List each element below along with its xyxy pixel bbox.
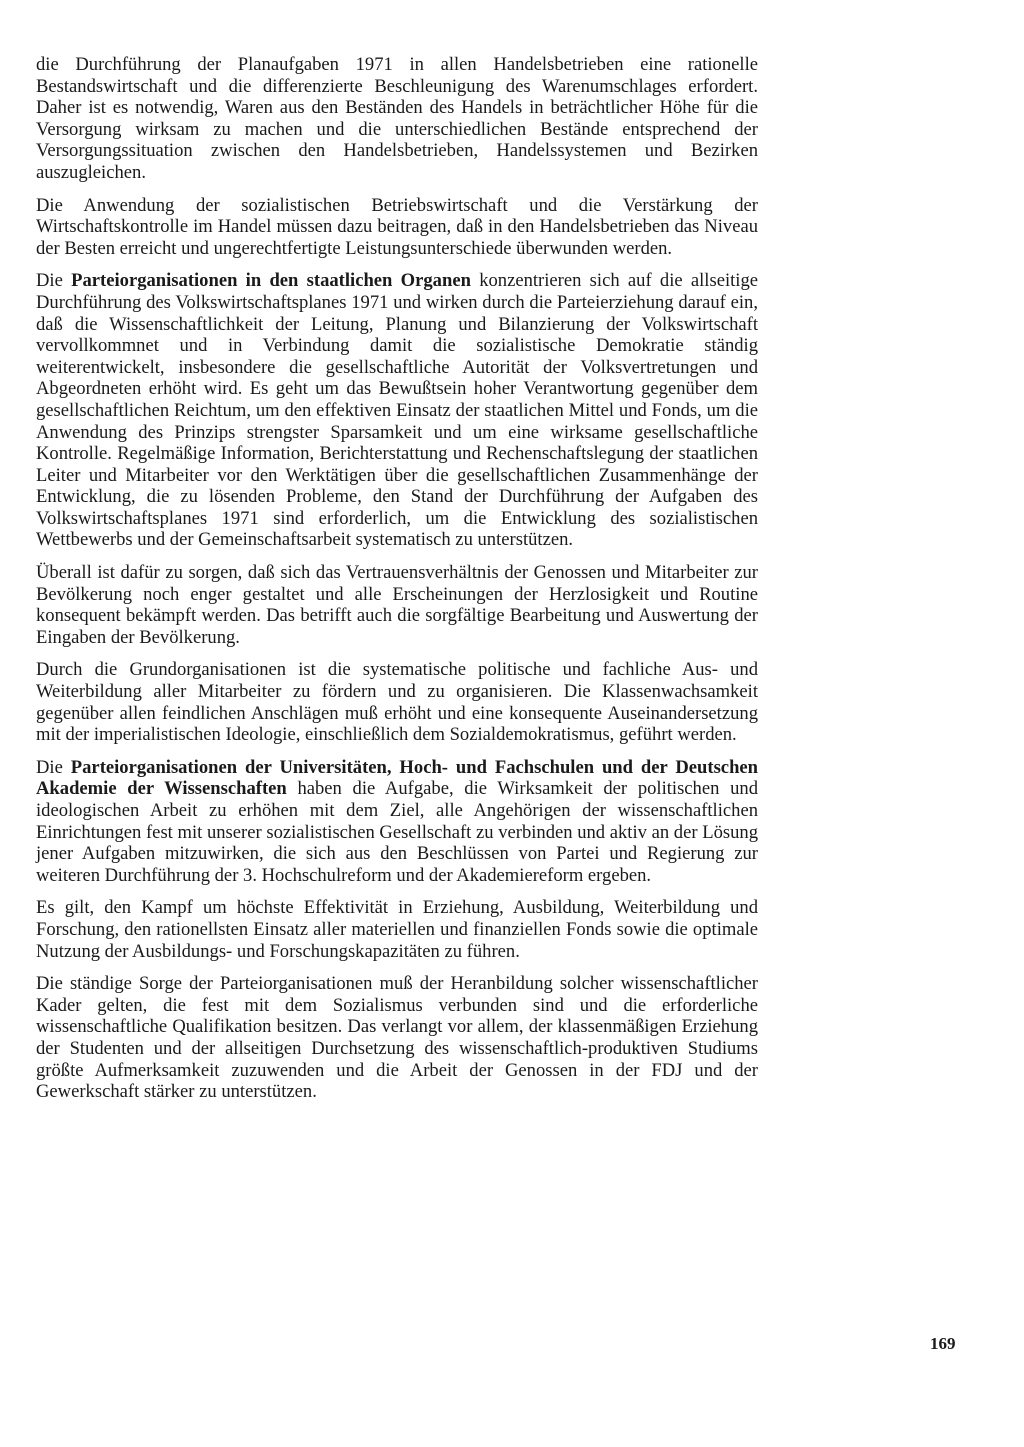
paragraph-7 [36,897,758,962]
paragraph-8-text: Die ständige Sorge der Parteiorganisationen muß der Heranbildung solcher wissenschaftlicher Kader gelten, die fest mit dem Sozialismus verbunden sind und die erforderliche wissenschaftliche Qualifikation besitzen. Das verlangt vor allem, der klassenmäßigen Erziehung der Studenten und der allseitigen Durchsetzung des wissenschaftlich-produktiven Studiums größte Aufmerksamkeit zuzuwenden und die Arbeit der Genossen in der FDJ und der Gewerkschaft stärker zu unterstützen. [36,973,758,1103]
paragraph-6-lead: Die [36,756,71,778]
paragraph-2 [36,195,758,260]
paragraph-3-text: konzentrieren sich auf die allseitige Durchführung des Volkswirtschaftsplanes 1971 und wirken durch die Parteierziehung darauf ein, daß die Wissenschaftlichkeit der Leitung, Planung und Bilanzierung der Volkswirtschaft vervollkommnet und in Verbindung damit die sozialistische Demokratie ständig weiterentwickelt, insbesondere die gesellschaftliche Autorität der Volksvertretungen und Abgeordneten erhöht wird. Es geht um das Bewußtsein hoher Verantwortung gegenüber dem gesellschaftlichen Reichtum, um den effektiven Einsatz der staatlichen Mittel und Fonds, um die Anwendung des Prinzips strengster Sparsamkeit und um eine wirksame gesellschaftliche Kontrolle. Regelmäßige Information, Berichterstattung und Rechenschaftslegung der staatlichen Leiter und Mitarbeiter vor den Werktätigen über die gesellschaftlichen Zusammenhänge der Entwicklung, die zu lösenden Probleme, den Stand der Durchführung der Aufgaben des Volkswirtschaftsplanes 1971 sind erforderlich, um die Entwicklung des sozialistischen Wettbewerbs und der Gemeinschaftsarbeit systematisch zu unterstützen. [36,270,759,551]
paragraph-4 [36,562,758,648]
page-number: 169 [930,1334,956,1353]
paragraph-6-emphasis: Parteiorganisationen der Universitäten, Hoch- und Fachschulen und der Deutschen Akademie der Wissenschaften [36,756,758,800]
paragraph-2-text: Die Anwendung der sozialistischen Betriebswirtschaft und die Verstärkung der Wirtschaftskontrolle im Handel müssen dazu beitragen, daß in den Handelsbetrieben das Niveau der Besten erreicht und ungerechtfertigte Leistungsunterschiede überwunden werden. [36,194,758,259]
paragraph-8 [36,973,758,1103]
body-text [36,54,758,1114]
paragraph-3-emphasis: Parteiorganisationen in den staatlichen Organen [71,270,471,292]
paragraph-3 [36,270,758,551]
paragraph-5-text: Durch die Grundorganisationen ist die systematische politische und fachliche Aus- und Weiterbildung aller Mitarbeiter zu fördern und zu organisieren. Die Klassenwachsamkeit gegenüber allen feindlichen Anschlägen muß erhöht und eine konsequente Auseinandersetzung mit der imperialistischen Ideologie, einschließlich dem Sozialdemokratismus, geführt werden. [36,659,758,746]
paragraph-1-text: die Durchführung der Planaufgaben 1971 in allen Handelsbetrieben eine rationelle Bestandswirtschaft und die differenzierte Beschleunigung des Warenumschlages erfordert. Daher ist es notwendig, Waren aus den Beständen des Handels in beträchtlicher Höhe für die Versorgung wirksam zu machen und die unterschiedlichen Bestände entsprechend der Versorgungssituation zwischen den Handelsbetrieben, Handelssystemen und Bezirken auszugleichen. [36,54,758,183]
paragraph-4-text: Überall ist dafür zu sorgen, daß sich das Vertrauensverhältnis der Genossen und Mitarbeiter zur Bevölkerung noch enger gestaltet und alle Erscheinungen der Herzlosigkeit und Routine konsequent bekämpft werden. Das betrifft auch die sorgfältige Bearbeitung und Auswertung der Eingaben der Bevölkerung. [36,562,758,648]
paragraph-3-lead: Die [36,270,72,292]
paragraph-1 [36,54,758,184]
paragraph-5 [36,659,758,745]
paragraph-6 [36,757,758,887]
paragraph-6-text: haben die Aufgabe, die Wirksamkeit der politischen und ideologischen Arbeit zu erhöhen mit dem Ziel, alle Angehörigen der wissenschaftlichen Einrichtungen fest mit unserer sozialistischen Gesellschaft zu verbinden und aktiv an der Lösung jener Aufgaben mitzuwirken, die sich aus den Beschlüssen von Partei und Regierung zur weiteren Durchführung der 3. Hochschulreform und der Akademiereform ergeben. [36,778,758,886]
paragraph-7-text: Es gilt, den Kampf um höchste Effektivität in Erziehung, Ausbildung, Weiterbildung und Forschung, den rationellsten Einsatz aller materiellen und finanziellen Fonds sowie die optimale Nutzung der Ausbildungs- und Forschungskapazitäten zu führen. [36,897,758,962]
